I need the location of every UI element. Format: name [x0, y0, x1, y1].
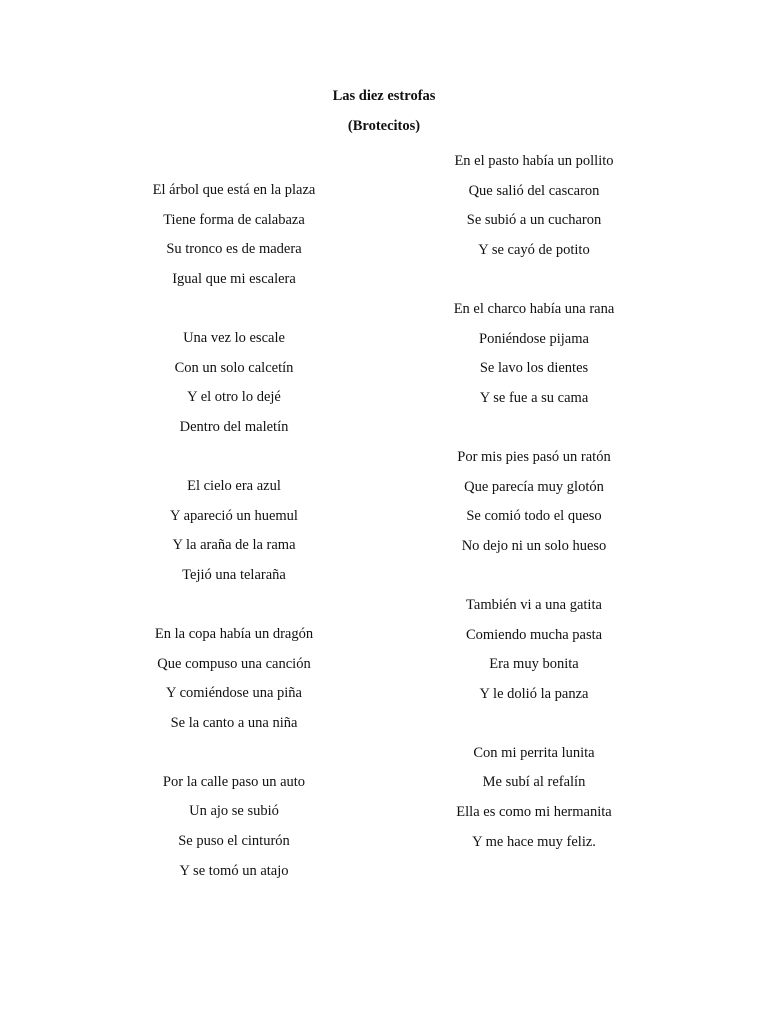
stanza [384, 147, 684, 265]
verse-line: Y se fue a su cama [479, 389, 589, 406]
verse-line: El cielo era azul [187, 477, 281, 494]
stanza [84, 176, 384, 294]
stanza [384, 295, 684, 413]
stanza [384, 591, 684, 709]
verse-line: Con un solo calcetín [174, 359, 294, 376]
verse-line: Ella es como mi hermanita [456, 804, 612, 821]
verse-line: Dentro del maletín [179, 418, 289, 435]
verse-line: Su tronco es de madera [166, 241, 302, 258]
verse-line: Que compuso una canción [157, 655, 311, 672]
verse-line: Me subí al refalín [482, 774, 586, 791]
verse-line: Era muy bonita [489, 656, 579, 673]
verse-line: Se lavo los dientes [479, 360, 589, 377]
verse-line: Y se tomó un atajo [179, 862, 289, 879]
verse-line: Tejió una telaraña [182, 566, 286, 583]
verse-line: Y el otro lo dejé [187, 389, 281, 406]
stanza [384, 443, 684, 561]
verse-line: Tiene forma de calabaza [163, 211, 305, 228]
stanza [84, 768, 384, 886]
verse-line: Poniéndose pijama [479, 330, 589, 347]
verse-line: Se la canto a una niña [170, 714, 298, 731]
verse-line: Por la calle paso un auto [162, 773, 306, 790]
verse-line: Y la araña de la rama [172, 537, 296, 554]
verse-line: En el charco había una rana [453, 300, 615, 317]
verse-line: Y se cayó de potito [478, 241, 590, 258]
verse-line: Y comiéndose una piña [166, 685, 302, 702]
verse-line: Que salió del cascaron [468, 182, 600, 199]
verse-line: Igual que mi escalera [172, 270, 296, 287]
verse-line: En la copa había un dragón [154, 625, 314, 642]
left-column [84, 176, 384, 886]
verse-line: Se comió todo el queso [466, 508, 602, 525]
verse-line: El árbol que está en la plaza [152, 182, 316, 198]
verse-line: En el pasto había un pollito [454, 153, 614, 169]
stanza [84, 472, 384, 590]
verse-line: Y le dolió la panza [479, 685, 589, 702]
verse-line: Se subió a un cucharon [466, 212, 602, 229]
verse-line: Comiendo mucha pasta [465, 626, 603, 643]
verse-line: No dejo ni un solo hueso [461, 537, 607, 554]
stanza [84, 620, 384, 738]
verse-line: Y apareció un huemul [170, 507, 298, 524]
stanza [384, 739, 684, 857]
stanza [84, 324, 384, 442]
page-subtitle: (Brotecitos) [347, 118, 421, 134]
verse-line: Se puso el cinturón [178, 833, 290, 850]
verse-line: Con mi perrita lunita [473, 744, 595, 761]
verse-line: Un ajo se subió [189, 803, 279, 820]
verse-line: Que parecía muy glotón [464, 478, 604, 495]
right-column [384, 147, 684, 857]
verse-line: También vi a una gatita [466, 596, 602, 613]
verse-line: Por mis pies pasó un ratón [457, 448, 611, 465]
verse-line: Y me hace muy feliz. [472, 833, 596, 850]
verse-line: Una vez lo escale [183, 329, 285, 346]
page-title: Las diez estrofas [332, 88, 436, 104]
